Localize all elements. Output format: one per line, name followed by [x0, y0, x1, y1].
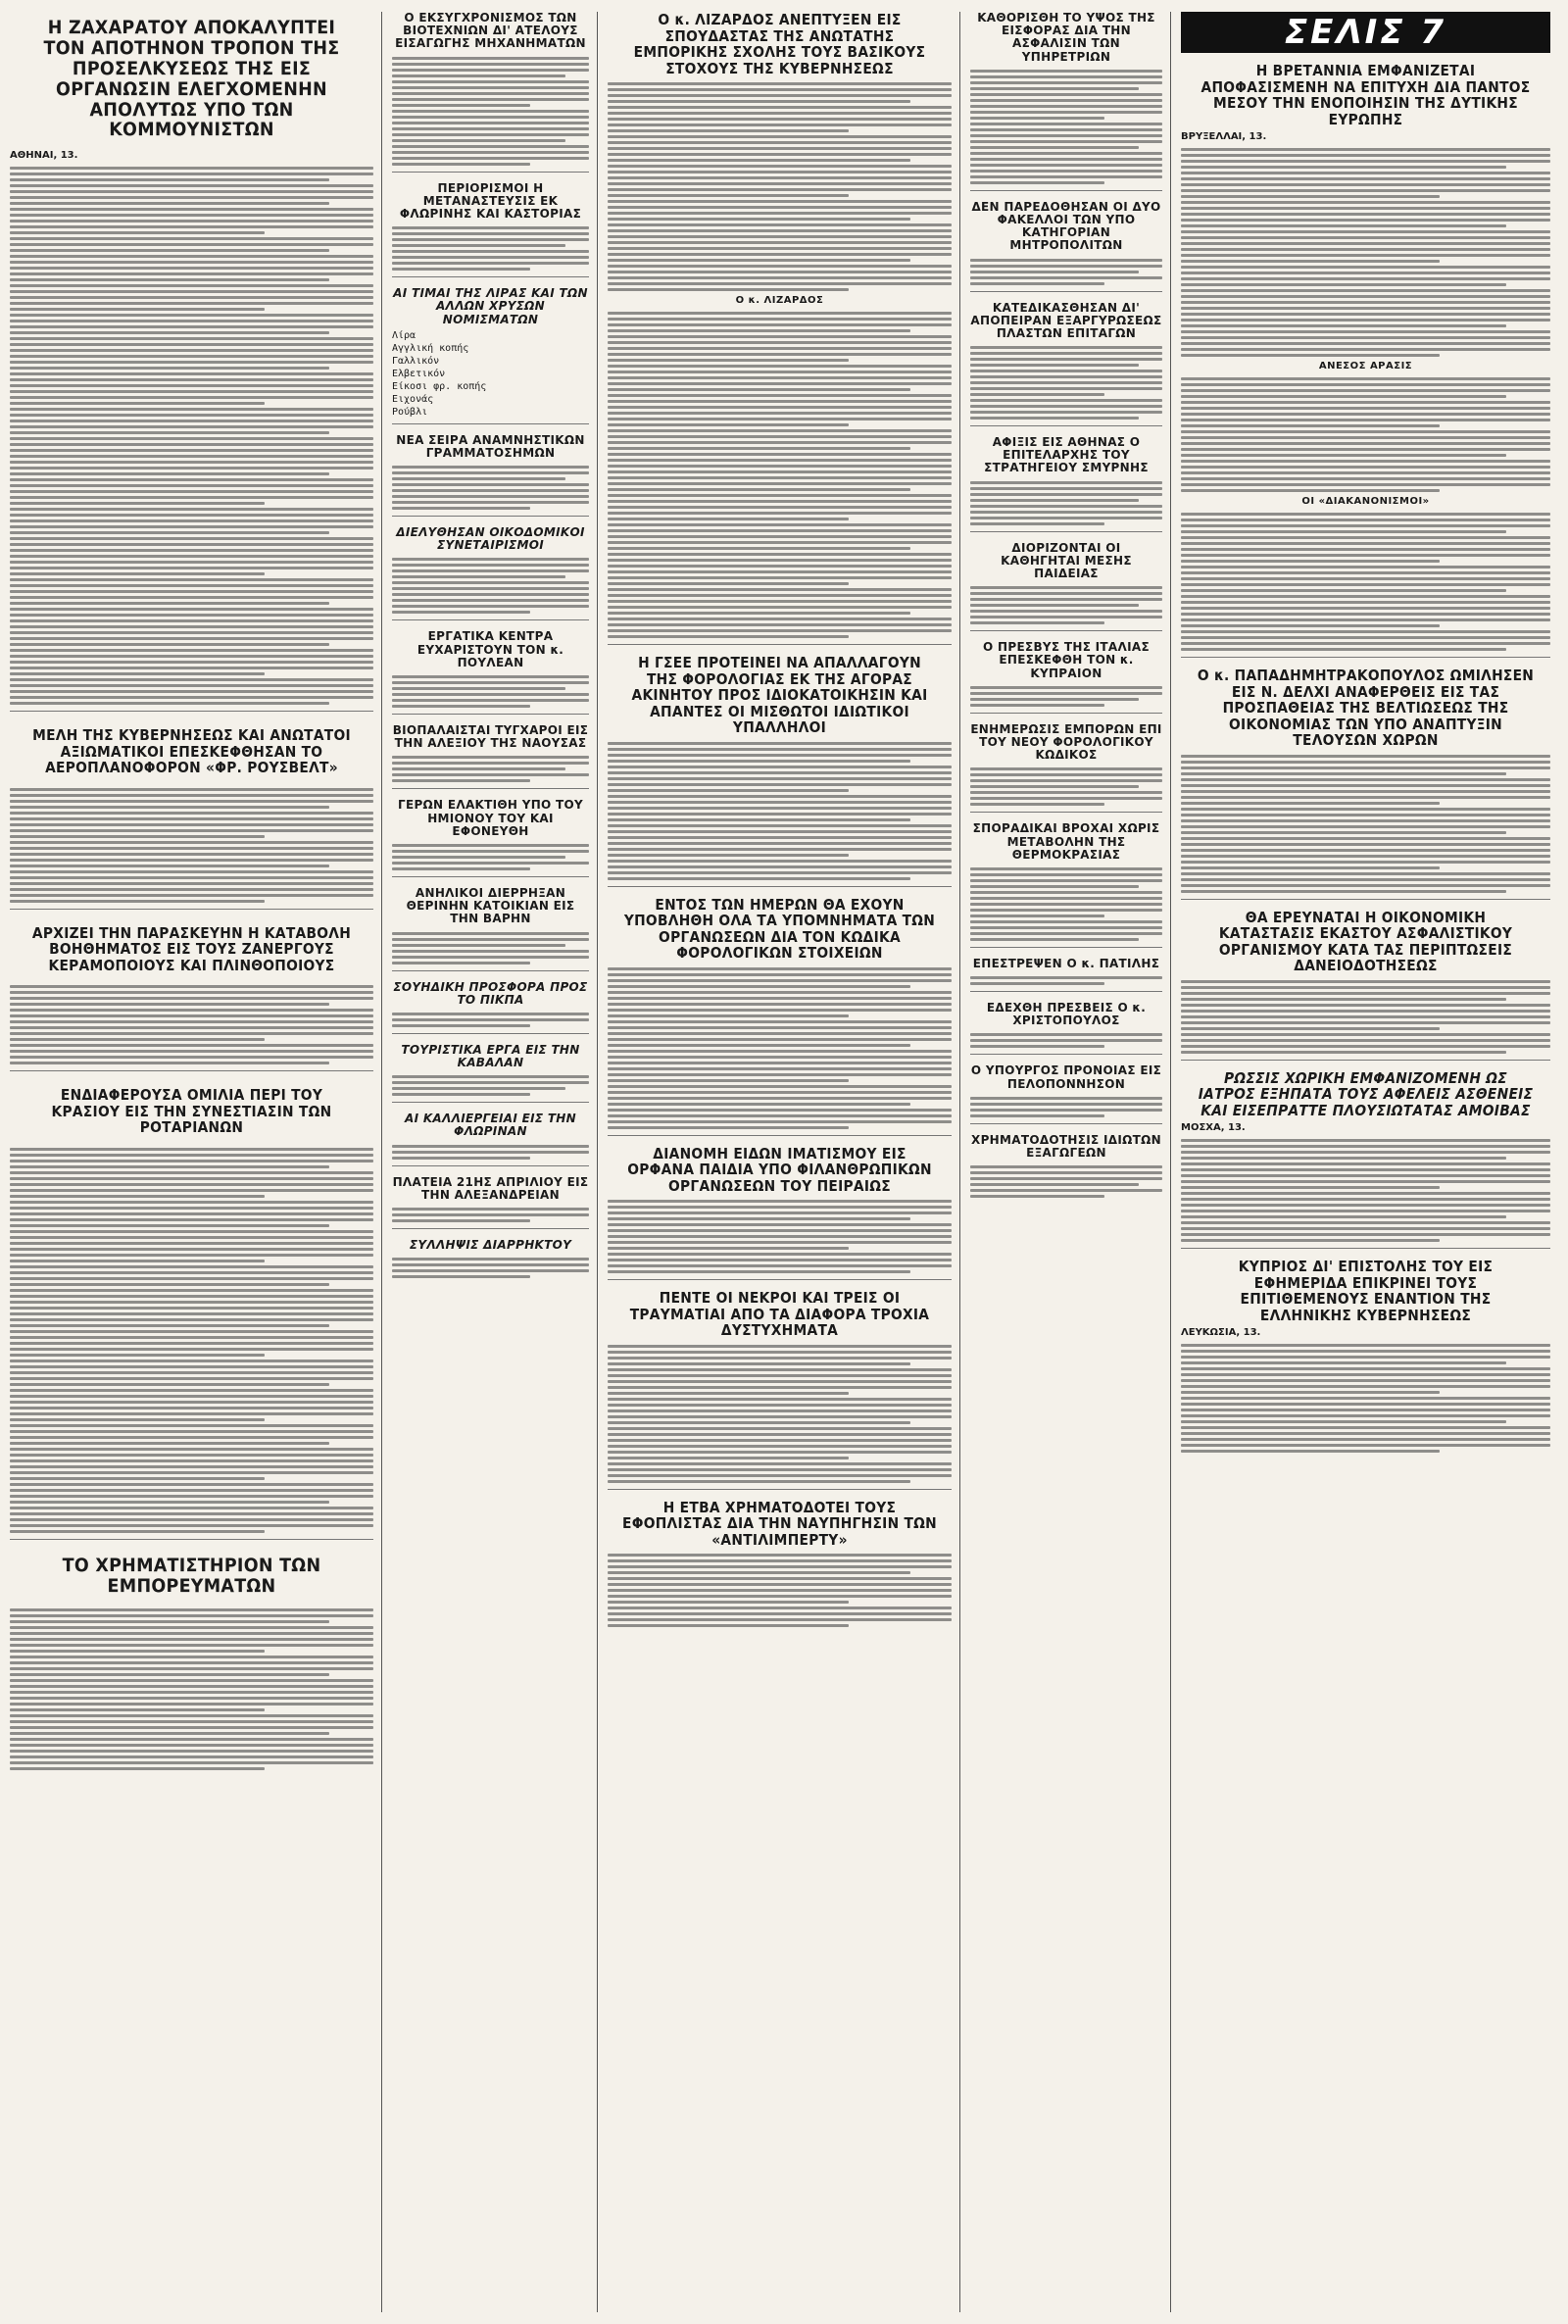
article-body — [608, 1552, 952, 1627]
headline: ΔΙΟΡΙΖΟΝΤΑΙ ΟΙ ΚΑΘΗΓΗΤΑΙ ΜΕΣΗΣ ΠΑΙΔΕΙΑΣ — [1001, 540, 1132, 580]
page-number-label: ΣΕΛΙΣ 7 — [1284, 13, 1447, 52]
headline: ΧΡΗΜΑΤΟΔΟΤΗΣΙΣ ΙΔΙΩΤΩΝ ΕΞΑΓΩΓΕΩΝ — [971, 1132, 1161, 1160]
article-body — [1181, 1137, 1550, 1242]
dateline: ΛΕΥΚΩΣΙΑ, 13. — [1181, 1327, 1261, 1338]
headline: ΚΑΤΕΔΙΚΑΣΘΗΣΑΝ ΔΙ' ΑΠΟΠΕΙΡΑΝ ΕΞΑΡΓΥΡΩΣΕΩΣ ΠΛΑΣΤΩΝ ΕΠΙΤΑΓΩΝ — [970, 300, 1162, 340]
article-body — [1181, 753, 1550, 893]
article-body — [392, 842, 589, 870]
headline: ΤΟ ΧΡΗΜΑΤΙΣΤΗΡΙΟΝ ΤΩΝ ΕΜΠΟΡΕΥΜΑΤΩΝ — [62, 1554, 321, 1597]
article-tax-code-memos — [608, 897, 952, 1136]
headline: ΚΥΠΡΙΟΣ ΔΙ' ΕΠΙΣΤΟΛΗΣ ΤΟΥ ΕΙΣ ΕΦΗΜΕΡΙΔΑ ΕΠΙΚΡΙΝΕΙ ΤΟΥΣ ΕΠΙΤΙΘΕΜΕΝΟΥΣ ΕΝΑΝΤΙΟΝ ΤΗΣ ΕΛΛΗΝΙΚΗΣ ΚΥΒΕΡΝΗΣΕΩΣ — [1238, 1258, 1494, 1324]
headline: ΔΕΝ ΠΑΡΕΔΟΘΗΣΑΝ ΟΙ ΔΥΟ ΦΑΚΕΛΛΟΙ ΤΩΝ ΥΠΟ ΚΑΤΗΓΟΡΙΑΝ ΜΗΤΡΟΠΟΛΙΤΩΝ — [971, 199, 1161, 253]
article-body — [970, 1031, 1162, 1048]
article-florina-migration — [392, 182, 589, 278]
headline: Η ΓΣΕΕ ΠΡΟΤΕΙΝΕΙ ΝΑ ΑΠΑΛΛΑΓΟΥΝ ΤΗΣ ΦΟΡΟΛΟΓΙΑΣ ΕΚ ΤΗΣ ΑΓΟΡΑΣ ΑΚΙΝΗΤΟΥ ΠΡΟΣ ΙΔΙΟΚΑΤΟΙΚΗΣΙΝ ΚΑΙ ΑΠΑΝΤΕΣ ΟΙ ΜΙΣΘΩΤΟΙ ΙΔΙΩΤΙΚΟΙ ΥΠΑΛΛΗΛΟΙ — [631, 654, 928, 736]
article-traffic-accidents — [608, 1290, 952, 1490]
article-body — [608, 965, 952, 1129]
article-cooperatives — [392, 526, 589, 620]
article-body — [392, 55, 589, 166]
article-body — [10, 786, 373, 903]
article-merchants-tax-code — [970, 723, 1162, 814]
article-smyrna-chief — [970, 436, 1162, 532]
article-body — [392, 464, 589, 510]
price-row: Αγγλική κοπής — [392, 342, 469, 354]
column-1 — [10, 12, 382, 2312]
article-body — [970, 865, 1162, 941]
article-exporters-financing — [970, 1134, 1162, 1204]
headline: ΔΙΑΝΟΜΗ ΕΙΔΩΝ ΙΜΑΤΙΣΜΟΥ ΕΙΣ ΟΡΦΑΝΑ ΠΑΙΔΙΑ ΥΠΟ ΦΙΛΑΝΘΡΩΠΙΚΩΝ ΟΡΓΑΝΩΣΕΩΝ ΤΟΥ ΠΕΙΡΑΙΩΣ — [627, 1144, 932, 1195]
headline: Ο ΕΚΣΥΓΧΡΟΝΙΣΜΟΣ ΤΩΝ ΒΙΟΤΕΧΝΙΩΝ ΔΙ' ΑΤΕΛΟΥΣ ΕΙΣΑΓΩΓΗΣ ΜΗΧΑΝΗΜΑΤΩΝ — [395, 12, 586, 51]
article-body — [1181, 511, 1550, 651]
headline: ΕΡΓΑΤΙΚΑ ΚΕΝΤΡΑ ΕΥΧΑΡΙΣΤΟΥΝ ΤΟΝ κ. ΠΟΥΛΕΑΝ — [416, 629, 564, 669]
article-weather — [970, 822, 1162, 948]
article-body — [10, 1146, 373, 1533]
article-body — [392, 1011, 589, 1027]
column-2 — [392, 12, 598, 2312]
page-logo — [1181, 12, 1550, 53]
headline: ΒΙΟΠΑΛΑΙΣΤΑΙ ΤΥΓΧΑΡΟΙ ΕΙΣ ΤΗΝ ΑΛΕΞΙΟΥ ΤΗΣ ΝΑΟΥΣΑΣ — [392, 723, 589, 751]
article-body — [1181, 978, 1550, 1054]
headline: ΝΕΑ ΣΕΙΡΑ ΑΝΑΜΝΗΣΤΙΚΩΝ ΓΡΑΜΜΑΤΟΣΗΜΩΝ — [396, 432, 585, 460]
article-etva — [608, 1500, 952, 1634]
headline: ΓΕΡΩΝ ΕΛΑΚΤΙΘΗ ΥΠΟ ΤΟΥ ΗΜΙΟΝΟΥ ΤΟΥ ΚΑΙ ΕΦΟΝΕΥΘΗ — [398, 798, 583, 838]
headline: ΕΝΗΜΕΡΩΣΙΣ ΕΜΠΟΡΩΝ ΕΠΙ ΤΟΥ ΝΕΟΥ ΦΟΡΟΛΟΓΙΚΟΥ ΚΩΔΙΚΟΣ — [970, 721, 1162, 763]
article-russian-fake-doctor — [1181, 1070, 1550, 1250]
article-servants-insurance — [970, 12, 1162, 191]
headline: ΣΥΛΛΗΨΙΣ ΔΙΑΡΡΗΚΤΟΥ — [409, 1238, 572, 1252]
column-3 — [608, 12, 960, 2312]
column-5 — [1181, 12, 1558, 2312]
article-cypriot-letter — [1181, 1259, 1550, 1459]
dateline: ΜΟΣΧΑ, 13. — [1181, 1122, 1246, 1133]
headline: ΕΔΕΧΘΗ ΠΡΕΣΒΕΙΣ Ο κ. ΧΡΙΣΤΟΠΟΥΛΟΣ — [986, 1001, 1147, 1028]
column-4 — [970, 12, 1171, 2312]
price-row: Ρούβλι — [392, 406, 428, 418]
article-body — [10, 1607, 373, 1770]
article-labor-centers — [392, 630, 589, 715]
headline: ΕΠΕΣΤΡΕΨΕΝ Ο κ. ΠΑΤΙΛΗΣ — [972, 956, 1160, 970]
article-body — [970, 974, 1162, 985]
headline: ΡΩΣΣΙΣ ΧΩΡΙΚΗ ΕΜΦΑΝΙΖΟΜΕΝΗ ΩΣ ΙΑΤΡΟΣ ΕΞΗΠΑΤΑ ΤΟΥΣ ΑΦΕΛΕΙΣ ΑΣΘΕΝΕΙΣ ΚΑΙ ΕΙΣΕΠΡΑΤΤΕ ΠΛΟΥΣΙΩΤΑΤΑΣ ΑΜΟΙΒΑΣ — [1198, 1068, 1534, 1119]
headline: Η ΒΡΕΤΑΝΝΙΑ ΕΜΦΑΝΙΖΕΤΑΙ ΑΠΟΦΑΣΙΣΜΕΝΗ ΝΑ ΕΠΙΤΥΧΗ ΔΙΑ ΠΑΝΤΟΣ ΜΕΣΟΥ ΤΗΝ ΕΝΟΠΟΙΗΣΙΝ ΤΗΣ ΔΥΤΙΚΗΣ ΕΥΡΩΠΗΣ — [1200, 62, 1531, 128]
article-body — [970, 766, 1162, 806]
article-lead-zacharatou — [10, 12, 373, 712]
article-body — [970, 584, 1162, 624]
headline: ΠΛΑΤΕΙΑ 21ΗΣ ΑΠΡΙΛΙΟΥ ΕΙΣ ΤΗΝ ΑΛΕΞΑΝΔΡΕΙΑΝ — [392, 1174, 589, 1202]
article-roosevelt — [10, 721, 373, 910]
article-commodity-exchange — [10, 1550, 373, 1776]
headline: Η ΖΑΧΑΡΑΤΟΥ ΑΠΟΚΑΛΥΠΤΕΙ ΤΟΝ ΑΠΟΤΗΝΟΝ ΤΡΟΠΟΝ ΤΗΣ ΠΡΟΣΕΛΚΥΣΕΩΣ ΤΗΣ ΕΙΣ ΟΡΓΑΝΩΣΙΝ ΕΛΕΓΧΟΜΕΝΗΝ ΑΠΟΛΥΤΩΣ ΥΠΟ ΤΩΝ ΚΟΜΜΟΥΝΙΣΤΩΝ — [43, 17, 340, 141]
headline: Ο κ. ΛΙΖΑΡΔΟΣ ΑΝΕΠΤΥΞΕΝ ΕΙΣ ΣΠΟΥΔΑΣΤΑΣ ΤΗΣ ΑΝΩΤΑΤΗΣ ΕΜΠΟΡΙΚΗΣ ΣΧΟΛΗΣ ΤΟΥΣ ΒΑΣΙΚΟΥΣ ΣΤΟΧΟΥΣ ΤΗΣ ΚΥΒΕΡΝΗΣΕΩΣ — [633, 12, 926, 77]
article-body — [1181, 146, 1550, 357]
article-body — [608, 1343, 952, 1483]
subheading: Ο κ. ΛΙΖΑΡΔΟΣ — [735, 295, 824, 306]
article-body — [970, 68, 1162, 184]
headline: ΘΑ ΕΡΕΥΝΑΤΑΙ Η ΟΙΚΟΝΟΜΙΚΗ ΚΑΤΑΣΤΑΣΙΣ ΕΚΑΣΤΟΥ ΑΣΦΑΛΙΣΤΙΚΟΥ ΟΡΓΑΝΙΣΜΟΥ ΚΑΤΑ ΤΑΣ ΠΕΡΙΠΤΩΣΕΙΣ ΔΑΝΕΙΟΔΟΤΗΣΕΩΣ — [1218, 908, 1513, 974]
article-body — [608, 1198, 952, 1273]
article-orphans-clothing — [608, 1146, 952, 1281]
article-vari — [392, 887, 589, 971]
headline: ΕΝΤΟΣ ΤΩΝ ΗΜΕΡΩΝ ΘΑ ΕΧΟΥΝ ΥΠΟΒΛΗΘΗ ΟΛΑ ΤΑ ΥΠΟΜΝΗΜΑΤΑ ΤΩΝ ΟΡΓΑΝΩΣΕΩΝ ΔΙΑ ΤΟΝ ΚΩΔΙΚΑ ΦΟΡΟΛΟΓΙΚΩΝ ΣΤΟΙΧΕΙΩΝ — [623, 895, 936, 962]
article-body — [10, 165, 373, 705]
price-row: Ελβετικόν — [392, 368, 446, 379]
article-body — [970, 1095, 1162, 1117]
headline: ΑΝΗΛΙΚΟΙ ΔΙΕΡΡΗΞΑΝ ΘΕΡΙΝΗΝ ΚΑΤΟΙΚΙΑΝ ΕΙΣ ΤΗΝ ΒΑΡΗΝ — [406, 885, 575, 926]
headline: Ο κ. ΠΑΠΑΔΗΜΗΤΡΑΚΟΠΟΥΛΟΣ ΩΜΙΛΗΣΕΝ ΕΙΣ Ν. ΔΕΛΧΙ ΑΝΑΦΕΡΘΕΙΣ ΕΙΣ ΤΑΣ ΠΡΟΣΠΑΘΕΙΑΣ ΤΗΣ ΒΕΛΤΙΩΣΕΩΣ ΤΗΣ ΟΙΚΟΝΟΜΙΑΣ ΤΩΝ ΥΠΟ ΑΝΑΠΤΥΞΙΝ ΤΕΛΟΥΣΩΝ ΧΩΡΩΝ — [1197, 667, 1535, 749]
dateline: ΑΘΗΝΑΙ, 13. — [10, 150, 78, 162]
article-body — [392, 1143, 589, 1160]
headline: ΚΑΘΟΡΙΣΘΗ ΤΟ ΥΨΟΣ ΤΗΣ ΕΙΣΦΟΡΑΣ ΔΙΑ ΤΗΝ ΑΣΦΑΛΙΣΙΝ ΤΩΝ ΥΠΗΡΕΤΡΙΩΝ — [977, 12, 1155, 64]
article-body — [392, 224, 589, 271]
article-body — [608, 310, 952, 638]
price-row: Γαλλικόν — [392, 355, 440, 367]
headline: ΑΡΧΙΖΕΙ ΤΗΝ ΠΑΡΑΣΚΕΥΗΝ Η ΚΑΤΑΒΟΛΗ ΒΟΗΘΗΜΑΤΟΣ ΕΙΣ ΤΟΥΣ ΖΑΝΕΡΓΟΥΣ ΚΕΡΑΜΟΠΟΙΟΥΣ ΚΑΙ ΠΛΙΝΘΟΠΟΙΟΥΣ — [31, 923, 352, 974]
article-body — [970, 684, 1162, 707]
article-papadimitrakopoulos — [1181, 668, 1550, 900]
article-body — [392, 930, 589, 964]
price-row: Λίρα — [392, 329, 416, 341]
article-body — [392, 1206, 589, 1222]
article-body — [970, 1163, 1162, 1198]
headline: ΠΕΡΙΟΡΙΣΜΟΙ Η ΜΕΤΑΝΑΣΤΕΥΣΙΣ ΕΚ ΦΛΩΡΙΝΗΣ ΚΑΙ ΚΑΣΤΟΡΙΑΣ — [399, 180, 582, 221]
article-gold-prices — [392, 287, 589, 424]
article-italian-ambassador — [970, 641, 1162, 714]
article-gsee-tax — [608, 655, 952, 887]
article-body — [392, 754, 589, 782]
article-mule — [392, 799, 589, 877]
article-body — [970, 257, 1162, 285]
headline: ΑΦΙΞΙΣ ΕΙΣ ΑΘΗΝΑΣ Ο ΕΠΙΤΕΛΑΡΧΗΣ ΤΟΥ ΣΤΡΑΤΗΓΕΙΟΥ ΣΜΥΡΝΗΣ — [984, 435, 1149, 475]
headline: Η ΕΤΒΑ ΧΡΗΜΑΤΟΔΟΤΕΙ ΤΟΥΣ ΕΦΟΠΛΙΣΤΑΣ ΔΙΑ ΤΗΝ ΝΑΥΠΗΓΗΣΙΝ ΤΩΝ «ΑΝΤΙΛΙΜΠΕΡΤΥ» — [621, 1498, 937, 1549]
article-body — [1181, 1342, 1550, 1453]
article-metropolitans — [970, 201, 1162, 292]
article-insurance-organizations — [1181, 910, 1550, 1061]
article-forged-checks — [970, 302, 1162, 427]
article-stamps — [392, 434, 589, 517]
article-body — [970, 479, 1162, 525]
headline: ΑΙ ΚΑΛΛΙΕΡΓΕΙΑΙ ΕΙΣ ΤΗΝ ΦΛΩΡΙΝΑΝ — [405, 1112, 576, 1139]
article-body — [392, 1073, 589, 1096]
article-britain-europe — [1181, 63, 1550, 658]
article-teachers — [970, 542, 1162, 632]
article-florina-crops — [392, 1113, 589, 1165]
headline: ΕΝΔΙΑΦΕΡΟΥΣΑ ΟΜΙΛΙΑ ΠΕΡΙ ΤΟΥ ΚΡΑΣΙΟΥ ΕΙΣ ΤΗΝ ΣΥΝΕΣΤΙΑΣΙΝ ΤΩΝ ΡΟΤΑΡΙΑΝΩΝ — [51, 1086, 332, 1137]
article-kerampoioi — [10, 919, 373, 1072]
headline: Ο ΥΠΟΥΡΓΟΣ ΠΡΟΝΟΙΑΣ ΕΙΣ ΠΕΛΟΠΟΝΝΗΣΟΝ — [970, 1063, 1162, 1091]
article-rotary — [10, 1081, 373, 1540]
headline: ΣΟΥΗΔΙΚΗ ΠΡΟΣΦΟΡΑ ΠΡΟΣ ΤΟ ΠΙΚΠΑ — [393, 979, 588, 1007]
article-lizardos — [608, 12, 952, 645]
article-biotechnies — [392, 12, 589, 173]
article-body — [392, 673, 589, 708]
article-swedish-offer — [392, 981, 589, 1034]
article-christopoulos — [970, 1002, 1162, 1055]
dateline: ΒΡΥΞΕΛΛΑΙ, 13. — [1181, 131, 1267, 142]
headline: ΔΙΕΛΥΘΗΣΑΝ ΟΙΚΟΔΟΜΙΚΟΙ ΣΥΝΕΤΑΙΡΙΣΜΟΙ — [396, 525, 585, 553]
headline: ΜΕΛΗ ΤΗΣ ΚΥΒΕΡΝΗΣΕΩΣ ΚΑΙ ΑΝΩΤΑΤΟΙ ΑΞΙΩΜΑΤΙΚΟΙ ΕΠΕΣΚΕΦΘΗΣΑΝ ΤΟ ΑΕΡΟΠΛΑΝΟΦΟΡΟΝ «ΦΡ. ΡΟΥΣΒΕΛΤ» — [32, 726, 351, 777]
headline: ΤΟΥΡΙΣΤΙΚΑ ΕΡΓΑ ΕΙΣ ΤΗΝ ΚΑΒΑΛΑΝ — [401, 1042, 580, 1070]
headline: ΠΕΝΤΕ ΟΙ ΝΕΚΡΟΙ ΚΑΙ ΤΡΕΙΣ ΟΙ ΤΡΑΥΜΑΤΙΑΙ ΑΠΟ ΤΑ ΔΙΑΦΟΡΑ ΤΡΟΧΙΑ ΔΥΣΤΥΧΗΜΑΤΑ — [629, 1289, 930, 1339]
article-body — [10, 983, 373, 1064]
headline: Ο ΠΡΕΣΒΥΣ ΤΗΣ ΙΤΑΛΙΑΣ ΕΠΕΣΚΕΦΘΗ ΤΟΝ κ. ΚΥΠΡΑΙΟΝ — [983, 640, 1150, 680]
headline: ΑΙ ΤΙΜΑΙ ΤΗΣ ΛΙΡΑΣ ΚΑΙ ΤΩΝ ΑΛΛΩΝ ΧΡΥΣΩΝ ΝΟΜΙΣΜΑΤΩΝ — [393, 286, 588, 326]
article-alexandreia — [392, 1176, 589, 1229]
article-kavala — [392, 1044, 589, 1103]
price-row: Είκοσι φρ. κοπής — [392, 380, 487, 392]
article-naousa — [392, 724, 589, 789]
article-body — [392, 556, 589, 614]
article-body — [608, 80, 952, 291]
article-patilis — [970, 958, 1162, 992]
article-body — [970, 344, 1162, 420]
subheading: ΟΙ «ΔΙΑΚΑΝΟΝΙΣΜΟΙ» — [1301, 496, 1430, 507]
article-body — [608, 740, 952, 880]
article-body — [392, 1256, 589, 1278]
article-body — [1181, 375, 1550, 492]
article-burglar — [392, 1239, 589, 1284]
price-row: Ειχονάς — [392, 393, 434, 405]
subheading: ΑΝΕΣΟΣ ΑΡΑΣΙΣ — [1318, 361, 1413, 371]
price-table — [392, 330, 589, 418]
headline: ΣΠΟΡΑΔΙΚΑΙ ΒΡΟΧΑΙ ΧΩΡΙΣ ΜΕΤΑΒΟΛΗΝ ΤΗΣ ΘΕΡΜΟΚΡΑΣΙΑΣ — [972, 821, 1160, 862]
article-welfare-minister — [970, 1064, 1162, 1123]
